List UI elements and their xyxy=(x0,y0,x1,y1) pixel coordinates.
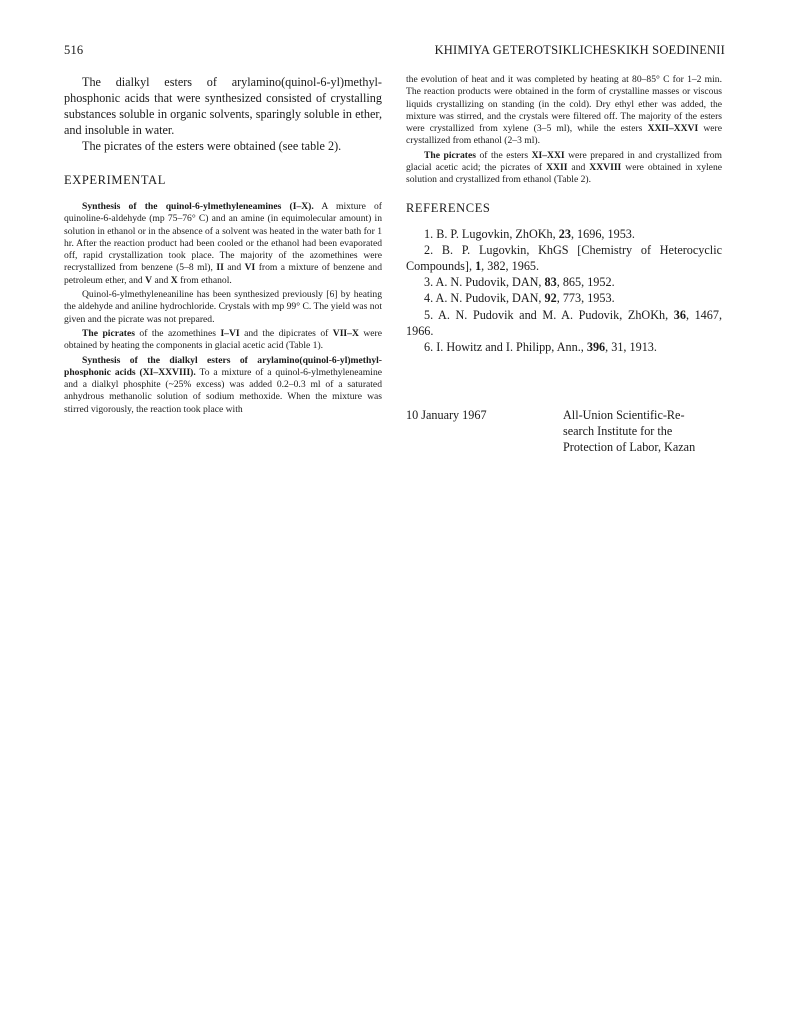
page-number: 516 xyxy=(64,43,84,57)
intro-paragraph: The dialkyl esters of arylamino(quinol-6-yl)methyl-phosphonic acids that were synthesized consisted of crystalling substances soluble in organic solvents, sparingly soluble in ether, and insoluble in water. xyxy=(64,75,382,137)
institution-affiliation xyxy=(563,407,733,456)
reference-item: 5. A. N. Pudovik and M. A. Pudovik, ZhOKh, 36, 1467, 1966. xyxy=(406,307,722,338)
paragraph-previous-synthesis: Quinol-6-ylmethyleneaniline has been synthesized previously [6] by heating the aldehyde and aniline hydrochloride. Crystals with mp 99° C. The yield was not given and the picrate was not prepared. xyxy=(64,289,382,325)
paragraph-synthesis-azomethines: Synthesis of the quinol-6-ylmethyleneamines (I–X). A mixture of quinoline-6-aldehyde (mp 75–76° C) and an amine (in equimolecular amount) in solution in ethanol or in the absence of a solvent was heated in the water bath for 1 hr. After the reaction product had been cooled or the ethanol had been evaporated off, rapid crystallization took place. The majority of the azomethines were recrystallized from benzene (5–8 ml), II and VI from a mixture of benzene and petroleum ether, and V and X from ethanol. xyxy=(64,201,383,286)
reference-item: 1. B. P. Lugovkin, ZhOKh, 23, 1696, 1953. xyxy=(424,226,635,241)
reference-item: 3. A. N. Pudovik, DAN, 83, 865, 1952. xyxy=(424,275,615,290)
section-heading-references: REFERENCES xyxy=(406,200,491,215)
section-heading-experimental: EXPERIMENTAL xyxy=(64,173,167,187)
runin-heading: Synthesis of the quinol-6-ylmethyleneamines (I–X). xyxy=(82,201,314,212)
institution-line: search Institute for the xyxy=(563,424,673,439)
paragraph-continuation: the evolution of heat and it was completed by heating at 80–85° C for 1–2 min. The reaction products were obtained in the form of crystalline masses or viscous liquids crystallizing on standing (in the cold). Dry ethyl ether was added, the mixture was stirred, and the crystals were filtered off. The majority of the esters were crystallized from xylene (3–5 ml), while the esters XXII–XXVI were crystallized from ethanol (2–3 ml). xyxy=(406,74,722,147)
reference-item: 2. B. P. Lugovkin, KhGS [Chemistry of Heterocyclic Compounds], 1, 382, 1965. xyxy=(406,242,722,274)
runin-heading: The picrates xyxy=(82,327,135,339)
paragraph-picrates-esters: The picrates of the esters XI–XXI were prepared in and crystallized from glacial acetic acid; the picrates of XXII and XXVIII were obtained in xylene solution and crystallized from ethanol (Table 2). xyxy=(406,149,722,186)
institution-line: Protection of Labor, Kazan xyxy=(563,440,696,455)
runin-heading: Synthesis of the dialkyl esters of arylamino(quinol-6-yl)methyl-phosphonic acids (XI–XXVIII). xyxy=(64,354,382,378)
institution-line: All-Union Scientific-Re- xyxy=(563,408,685,422)
left-column xyxy=(64,74,382,416)
reference-list xyxy=(406,226,722,356)
right-column xyxy=(406,74,722,355)
experimental-body xyxy=(64,201,382,416)
experimental-body-continued xyxy=(406,74,722,187)
intro-paragraph: The picrates of the esters were obtained (see table 2). xyxy=(82,139,342,153)
paragraph-synthesis-esters: Synthesis of the dialkyl esters of arylamino(quinol-6-yl)methyl-phosphonic acids (XI–XXVIII). To a mixture of a quinol-6-ylmethyleneamine and a dialkyl phosphite (~25% excess) was added 0.2–0.3 ml of a saturated anhydrous methanolic solution of sodium methoxide. When the mixture was stirred vigorously, the reaction took place with xyxy=(64,354,382,415)
runin-heading: The picrates xyxy=(424,149,476,161)
running-header: KHIMIYA GETEROTSIKLICHESKIKH SOEDINENII xyxy=(434,43,725,57)
reference-item: 4. A. N. Pudovik, DAN, 92, 773, 1953. xyxy=(424,291,615,306)
intro-text xyxy=(64,74,382,154)
paragraph-picrates-azomethines: The picrates of the azomethines I–VI and the dipicrates of VII–X were obtained by heating the components in glacial acetic acid (Table 1). xyxy=(64,327,382,352)
reference-item: 6. I. Howitz and I. Philipp, Ann., 396, 31, 1913. xyxy=(424,340,657,355)
received-date: 10 January 1967 xyxy=(406,408,487,422)
